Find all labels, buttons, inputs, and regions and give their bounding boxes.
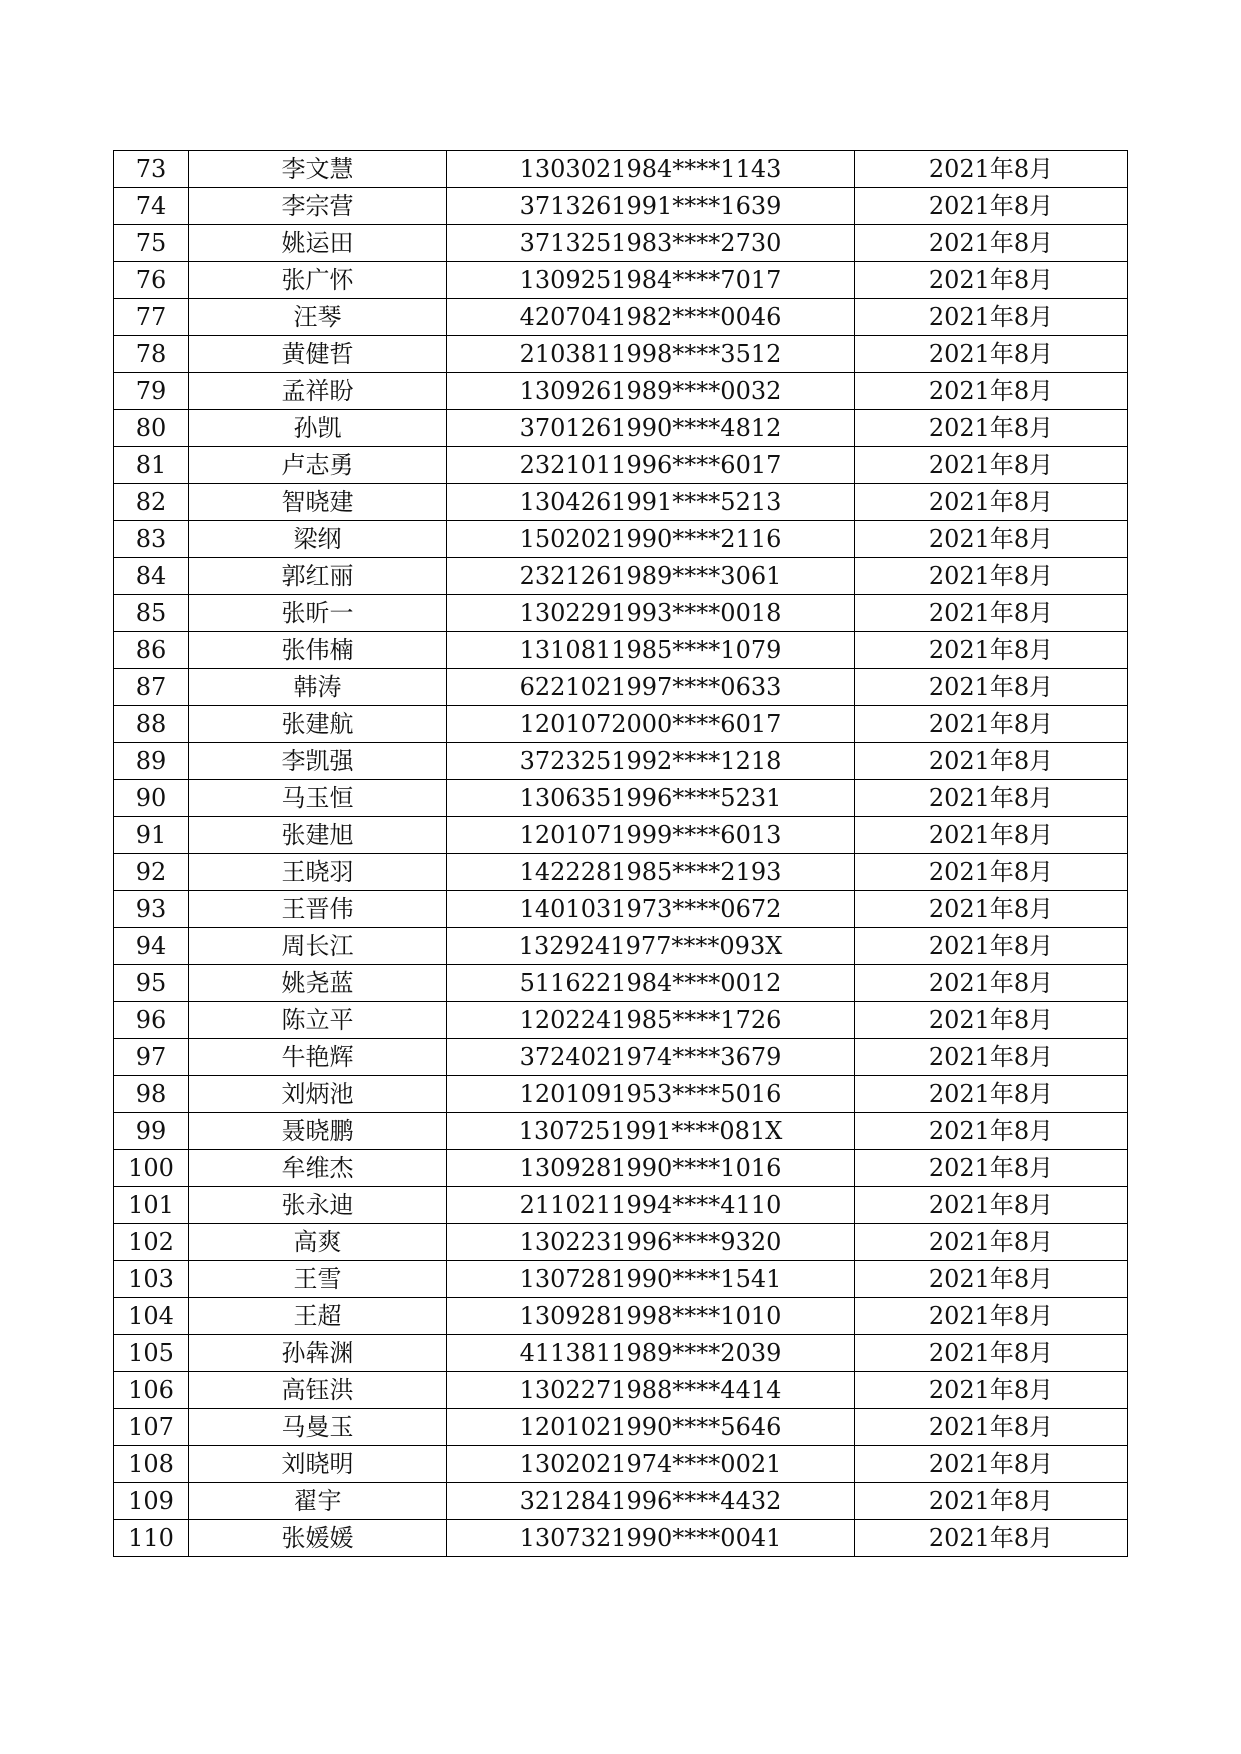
id-number-cell: 1302271988****4414 [447,1372,855,1409]
row-number-cell: 96 [114,1002,189,1039]
table-row [114,336,1128,373]
row-number-cell: 106 [114,1372,189,1409]
row-number-cell: 81 [114,447,189,484]
date-cell: 2021年8月 [855,521,1128,558]
table-row [114,891,1128,928]
table-row [114,410,1128,447]
row-number-cell: 88 [114,706,189,743]
row-number-cell: 90 [114,780,189,817]
date-cell: 2021年8月 [855,817,1128,854]
table-row [114,447,1128,484]
date-cell: 2021年8月 [855,1002,1128,1039]
id-number-cell: 6221021997****0633 [447,669,855,706]
table-row [114,817,1128,854]
roster-table [113,150,1128,1557]
name-cell: 王超 [189,1298,447,1335]
name-cell: 周长江 [189,928,447,965]
id-number-cell: 1309261989****0032 [447,373,855,410]
id-number-cell: 1303021984****1143 [447,151,855,188]
date-cell: 2021年8月 [855,1076,1128,1113]
date-cell: 2021年8月 [855,891,1128,928]
date-cell: 2021年8月 [855,780,1128,817]
date-cell: 2021年8月 [855,1113,1128,1150]
date-cell: 2021年8月 [855,1446,1128,1483]
id-number-cell: 1306351996****5231 [447,780,855,817]
table-row [114,1261,1128,1298]
row-number-cell: 103 [114,1261,189,1298]
date-cell: 2021年8月 [855,1335,1128,1372]
id-number-cell: 1302291993****0018 [447,595,855,632]
row-number-cell: 82 [114,484,189,521]
row-number-cell: 89 [114,743,189,780]
name-cell: 王晋伟 [189,891,447,928]
id-number-cell: 3713251983****2730 [447,225,855,262]
table-row [114,743,1128,780]
row-number-cell: 80 [114,410,189,447]
name-cell: 牟维杰 [189,1150,447,1187]
date-cell: 2021年8月 [855,299,1128,336]
id-number-cell: 1307281990****1541 [447,1261,855,1298]
date-cell: 2021年8月 [855,669,1128,706]
row-number-cell: 99 [114,1113,189,1150]
name-cell: 张广怀 [189,262,447,299]
row-number-cell: 76 [114,262,189,299]
date-cell: 2021年8月 [855,1298,1128,1335]
date-cell: 2021年8月 [855,447,1128,484]
row-number-cell: 104 [114,1298,189,1335]
table-row [114,1224,1128,1261]
date-cell: 2021年8月 [855,595,1128,632]
row-number-cell: 83 [114,521,189,558]
table-row [114,188,1128,225]
name-cell: 梁纲 [189,521,447,558]
date-cell: 2021年8月 [855,632,1128,669]
name-cell: 高钰洪 [189,1372,447,1409]
date-cell: 2021年8月 [855,1520,1128,1557]
id-number-cell: 3723251992****1218 [447,743,855,780]
table-row [114,1483,1128,1520]
id-number-cell: 1502021990****2116 [447,521,855,558]
id-number-cell: 1201071999****6013 [447,817,855,854]
name-cell: 张媛媛 [189,1520,447,1557]
name-cell: 黄健哲 [189,336,447,373]
name-cell: 聂晓鹏 [189,1113,447,1150]
table-row [114,854,1128,891]
id-number-cell: 2321011996****6017 [447,447,855,484]
id-number-cell: 2110211994****4110 [447,1187,855,1224]
date-cell: 2021年8月 [855,1187,1128,1224]
table-row [114,780,1128,817]
table-row [114,965,1128,1002]
id-number-cell: 1310811985****1079 [447,632,855,669]
name-cell: 马曼玉 [189,1409,447,1446]
row-number-cell: 110 [114,1520,189,1557]
row-number-cell: 101 [114,1187,189,1224]
table-row [114,299,1128,336]
name-cell: 陈立平 [189,1002,447,1039]
row-number-cell: 105 [114,1335,189,1372]
date-cell: 2021年8月 [855,225,1128,262]
id-number-cell: 5116221984****0012 [447,965,855,1002]
date-cell: 2021年8月 [855,410,1128,447]
row-number-cell: 77 [114,299,189,336]
date-cell: 2021年8月 [855,928,1128,965]
id-number-cell: 1302231996****9320 [447,1224,855,1261]
row-number-cell: 107 [114,1409,189,1446]
row-number-cell: 97 [114,1039,189,1076]
name-cell: 卢志勇 [189,447,447,484]
name-cell: 刘晓明 [189,1446,447,1483]
name-cell: 张昕一 [189,595,447,632]
id-number-cell: 1309281998****1010 [447,1298,855,1335]
row-number-cell: 74 [114,188,189,225]
table-row [114,1039,1128,1076]
row-number-cell: 75 [114,225,189,262]
id-number-cell: 3701261990****4812 [447,410,855,447]
table-row [114,1002,1128,1039]
row-number-cell: 109 [114,1483,189,1520]
name-cell: 郭红丽 [189,558,447,595]
row-number-cell: 87 [114,669,189,706]
row-number-cell: 98 [114,1076,189,1113]
row-number-cell: 100 [114,1150,189,1187]
table-row [114,521,1128,558]
date-cell: 2021年8月 [855,373,1128,410]
table-row [114,1372,1128,1409]
table-row [114,1335,1128,1372]
row-number-cell: 94 [114,928,189,965]
id-number-cell: 4113811989****2039 [447,1335,855,1372]
name-cell: 姚运田 [189,225,447,262]
id-number-cell: 1309281990****1016 [447,1150,855,1187]
date-cell: 2021年8月 [855,1039,1128,1076]
name-cell: 翟宇 [189,1483,447,1520]
id-number-cell: 1201021990****5646 [447,1409,855,1446]
row-number-cell: 73 [114,151,189,188]
date-cell: 2021年8月 [855,743,1128,780]
table-row [114,151,1128,188]
id-number-cell: 1329241977****093X [447,928,855,965]
name-cell: 马玉恒 [189,780,447,817]
date-cell: 2021年8月 [855,965,1128,1002]
id-number-cell: 1202241985****1726 [447,1002,855,1039]
table-row [114,632,1128,669]
id-number-cell: 3212841996****4432 [447,1483,855,1520]
date-cell: 2021年8月 [855,336,1128,373]
date-cell: 2021年8月 [855,1372,1128,1409]
row-number-cell: 79 [114,373,189,410]
table-row [114,262,1128,299]
table-row [114,1520,1128,1557]
name-cell: 张建旭 [189,817,447,854]
id-number-cell: 4207041982****0046 [447,299,855,336]
row-number-cell: 108 [114,1446,189,1483]
date-cell: 2021年8月 [855,188,1128,225]
table-row [114,225,1128,262]
id-number-cell: 1401031973****0672 [447,891,855,928]
date-cell: 2021年8月 [855,854,1128,891]
id-number-cell: 1304261991****5213 [447,484,855,521]
table-row [114,1298,1128,1335]
row-number-cell: 86 [114,632,189,669]
date-cell: 2021年8月 [855,262,1128,299]
date-cell: 2021年8月 [855,706,1128,743]
name-cell: 张伟楠 [189,632,447,669]
table-row [114,706,1128,743]
name-cell: 孟祥盼 [189,373,447,410]
name-cell: 韩涛 [189,669,447,706]
name-cell: 高爽 [189,1224,447,1261]
table-row [114,1150,1128,1187]
table-row [114,1076,1128,1113]
row-number-cell: 91 [114,817,189,854]
name-cell: 牛艳辉 [189,1039,447,1076]
roster-table-body [114,151,1128,1557]
table-row [114,1187,1128,1224]
table-row [114,484,1128,521]
row-number-cell: 84 [114,558,189,595]
id-number-cell: 1201072000****6017 [447,706,855,743]
id-number-cell: 2321261989****3061 [447,558,855,595]
name-cell: 李宗营 [189,188,447,225]
date-cell: 2021年8月 [855,1150,1128,1187]
id-number-cell: 1307321990****0041 [447,1520,855,1557]
name-cell: 孙凯 [189,410,447,447]
name-cell: 姚尧蓝 [189,965,447,1002]
row-number-cell: 92 [114,854,189,891]
id-number-cell: 1302021974****0021 [447,1446,855,1483]
date-cell: 2021年8月 [855,484,1128,521]
row-number-cell: 102 [114,1224,189,1261]
table-row [114,1446,1128,1483]
table-row [114,1409,1128,1446]
date-cell: 2021年8月 [855,558,1128,595]
id-number-cell: 1309251984****7017 [447,262,855,299]
id-number-cell: 3713261991****1639 [447,188,855,225]
row-number-cell: 95 [114,965,189,1002]
name-cell: 王雪 [189,1261,447,1298]
name-cell: 汪琴 [189,299,447,336]
table-row [114,1113,1128,1150]
table-row [114,928,1128,965]
name-cell: 孙犇渊 [189,1335,447,1372]
name-cell: 李凯强 [189,743,447,780]
id-number-cell: 2103811998****3512 [447,336,855,373]
name-cell: 刘炳池 [189,1076,447,1113]
id-number-cell: 1422281985****2193 [447,854,855,891]
date-cell: 2021年8月 [855,1261,1128,1298]
date-cell: 2021年8月 [855,1224,1128,1261]
name-cell: 李文慧 [189,151,447,188]
date-cell: 2021年8月 [855,1409,1128,1446]
date-cell: 2021年8月 [855,1483,1128,1520]
table-row [114,669,1128,706]
table-row [114,595,1128,632]
row-number-cell: 93 [114,891,189,928]
name-cell: 智晓建 [189,484,447,521]
name-cell: 王晓羽 [189,854,447,891]
id-number-cell: 1201091953****5016 [447,1076,855,1113]
name-cell: 张永迪 [189,1187,447,1224]
row-number-cell: 85 [114,595,189,632]
date-cell: 2021年8月 [855,151,1128,188]
row-number-cell: 78 [114,336,189,373]
table-row [114,373,1128,410]
table-row [114,558,1128,595]
id-number-cell: 3724021974****3679 [447,1039,855,1076]
id-number-cell: 1307251991****081X [447,1113,855,1150]
name-cell: 张建航 [189,706,447,743]
